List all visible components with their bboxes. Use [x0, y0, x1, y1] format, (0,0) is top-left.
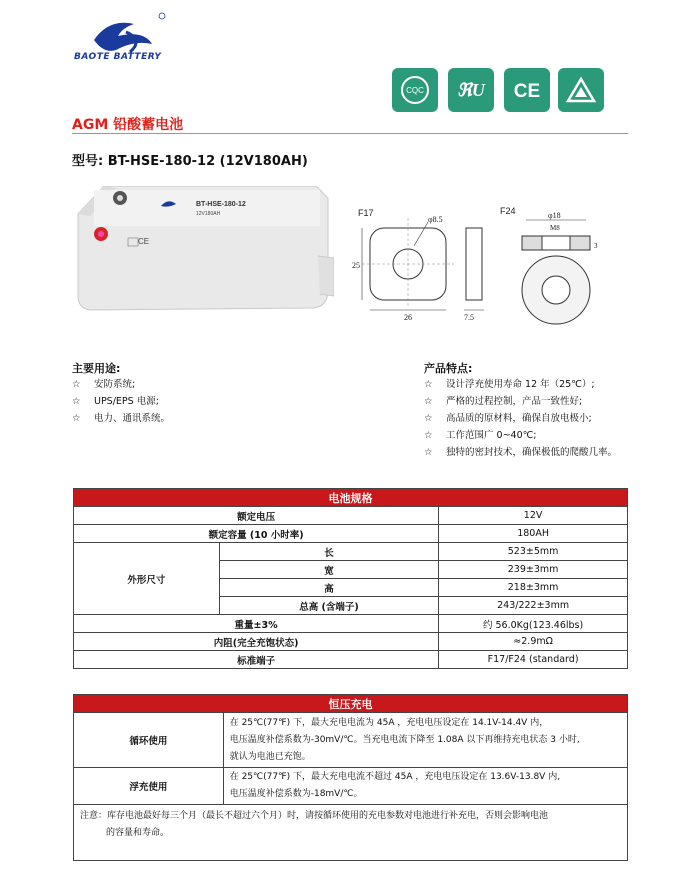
resistance-label: 内阻(完全充饱状态): [74, 633, 439, 651]
total-height-label: 总高 (含端子): [219, 597, 439, 615]
terminal-value: F17/F24 (standard): [439, 651, 628, 669]
float-use-label: 浮充使用: [74, 768, 224, 805]
features-heading: 产品特点:: [424, 362, 473, 375]
total-height-value: 243/222±3mm: [439, 597, 628, 615]
f17-dia-label: φ8.5: [428, 215, 443, 224]
f17-label: F17: [358, 208, 374, 218]
f24-dia-label: φ18: [548, 211, 561, 220]
height-label: 高: [219, 579, 439, 597]
page-title: AGM 铅酸蓄电池: [72, 117, 184, 133]
resistance-value: ≈2.9mΩ: [439, 633, 628, 651]
svg-text:CQC: CQC: [406, 86, 424, 95]
rated-capacity-value: 180AH: [439, 525, 628, 543]
table-row: [74, 713, 628, 768]
battery-ce-mark: CE: [138, 237, 150, 246]
table-row: [74, 615, 628, 633]
rated-capacity-label: 额定容量 (10 小时率): [74, 525, 439, 543]
applications-heading: 主要用途:: [72, 362, 121, 375]
table-row: [74, 525, 628, 543]
float-use-desc: 在 25℃(77℉) 下，最大充电电流不超过 45A ，充电电压设定在 13.6V-13.8V 内, 电压温度补偿系数为-18mV/℃。: [223, 768, 627, 805]
brand-logo-text: BAOTE BATTERY: [74, 52, 162, 62]
f17-thick-label: 7.5: [464, 313, 474, 322]
width-value: 239±3mm: [439, 561, 628, 579]
ul-cert-icon: [448, 68, 494, 112]
f17-terminal-drawing: [348, 198, 498, 328]
weight-label: 重量±3%: [74, 615, 439, 633]
height-value: 218±3mm: [439, 579, 628, 597]
length-value: 523±5mm: [439, 543, 628, 561]
weight-value: 约 56.0Kg(123.46lbs): [439, 615, 628, 633]
table-row: [74, 633, 628, 651]
list-item: ☆ 独特的密封技术，确保极低的爬酸几率。: [424, 444, 617, 461]
features-list: [424, 376, 617, 461]
star-bullet-icon: ☆: [424, 413, 433, 424]
f17-height-label: 25: [352, 261, 360, 270]
table-row: [74, 768, 628, 805]
cqc-cert-icon: [392, 68, 438, 112]
list-item: ☆ UPS/EPS 电源;: [72, 393, 170, 410]
f24-label: F24: [500, 206, 516, 216]
width-label: 宽: [219, 561, 439, 579]
f17-width-label: 26: [404, 313, 412, 322]
svg-text:CE: CE: [513, 81, 541, 102]
table-row: [74, 507, 628, 525]
list-item: ☆ 电力、通讯系统。: [72, 410, 170, 427]
battery-image: [76, 186, 334, 316]
ce-cert-icon: [504, 68, 550, 112]
cycle-use-label: 循环使用: [74, 713, 224, 768]
battery-label-model: BT-HSE-180-12: [196, 201, 246, 208]
star-bullet-icon: ☆: [424, 379, 433, 390]
table-row: [74, 543, 628, 561]
tuv-cert-icon: [558, 68, 604, 112]
spec-table: [73, 488, 628, 669]
spec-table-header: 电池规格: [74, 489, 628, 507]
charge-table-header: 恒压充电: [74, 695, 628, 713]
charge-table: [73, 694, 628, 805]
list-item: ☆ 严格的过程控制，产品一致性好;: [424, 393, 617, 410]
svg-text:ℜU: ℜU: [457, 80, 485, 100]
cycle-use-desc: 在 25℃(77℉) 下，最大充电电流为 45A ，充电电压设定在 14.1V-14.4V 内， 电压温度补偿系数为-30mV/℃。当充电电流下降至 1.08A 以下再维持充电状态 3 小时, 就认为电池已充饱。: [223, 713, 627, 768]
dimensions-label: 外形尺寸: [74, 543, 220, 615]
star-bullet-icon: ☆: [424, 447, 433, 458]
f24-terminal-drawing: [496, 198, 616, 328]
f24-thick-label: 3: [594, 242, 598, 250]
list-item: ☆ 设计浮充使用寿命 12 年（25℃）;: [424, 376, 617, 393]
length-label: 长: [219, 543, 439, 561]
title-divider: [72, 133, 628, 134]
terminal-label: 标准端子: [74, 651, 439, 669]
star-bullet-icon: ☆: [72, 379, 81, 390]
star-bullet-icon: ☆: [424, 430, 433, 441]
table-row: [74, 651, 628, 669]
battery-label-spec: 12V180AH: [196, 211, 221, 217]
list-item: ☆ 高品质的原材料，确保自放电极小;: [424, 410, 617, 427]
star-bullet-icon: ☆: [72, 413, 81, 424]
list-item: ☆ 工作范围广 0~40℃;: [424, 427, 617, 444]
storage-note: 注意：库存电池最好每三个月（最长不超过六个月）时，请按循环使用的充电参数对电池进行补充电，否则会影响电池 的容量和寿命。: [73, 805, 628, 861]
star-bullet-icon: ☆: [424, 396, 433, 407]
model-number: 型号: BT-HSE-180-12 (12V180AH): [72, 154, 308, 169]
list-item: ☆ 安防系统;: [72, 376, 170, 393]
rated-voltage-value: 12V: [439, 507, 628, 525]
applications-list: [72, 376, 170, 427]
star-bullet-icon: ☆: [72, 396, 81, 407]
f24-thread-label: M8: [550, 224, 560, 232]
rated-voltage-label: 额定电压: [74, 507, 439, 525]
